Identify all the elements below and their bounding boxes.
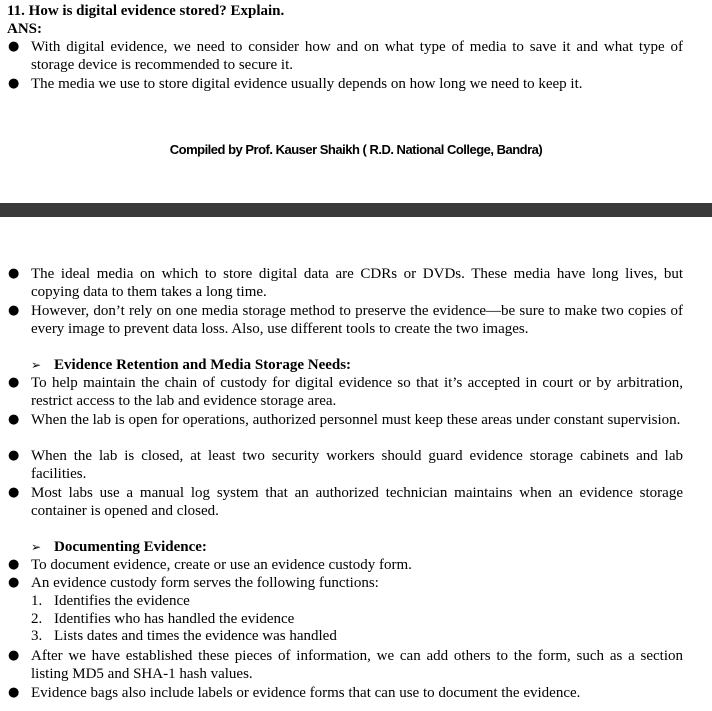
bullet-dot-icon: ●	[8, 448, 20, 463]
bullet-text: An evidence custody form serves the following functions:	[31, 575, 379, 591]
item-number: 1.	[31, 593, 43, 609]
item-text: Identifies the evidence	[54, 593, 190, 609]
bullet-text: When the lab is open for operations, authorized personnel must keep these areas under constant supervision.	[31, 412, 681, 428]
bullet-text: When the lab is closed, at least two security workers should guard evidence storage cabinets and lab facilities.	[31, 448, 683, 482]
bullet-dot-icon: ●	[8, 557, 20, 572]
arrowhead-icon: ➢	[31, 358, 42, 372]
bullet-dot-icon: ●	[8, 575, 20, 590]
item-text: Identifies who has handled the evidence	[54, 611, 295, 627]
bullet-text: The ideal media on which to store digital data are CDRs or DVDs. These media have long lives, but copying data to them takes a long time.	[31, 266, 683, 300]
bullet-dot-icon: ●	[8, 39, 20, 54]
bullet-text: With digital evidence, we need to consider how and on what type of media to save it and what type of storage device is recommended to secure it.	[31, 39, 683, 73]
compiled-by-footer: Compiled by Prof. Kauser Shaikh ( R.D. National College, Bandra)	[169, 142, 543, 157]
section-heading-documenting	[31, 538, 207, 556]
bullet-dot-icon: ●	[8, 485, 20, 500]
section-heading-retention	[31, 356, 351, 374]
item-text: Lists dates and times the evidence was handled	[54, 628, 337, 644]
bullet-dot-icon: ●	[8, 685, 20, 700]
page-separator	[0, 203, 712, 217]
bullet-text: The media we use to store digital evidence usually depends on how long we need to keep it.	[31, 76, 583, 92]
bullet-dot-icon: ●	[8, 412, 20, 427]
question-title: 11. How is digital evidence stored? Explain.	[7, 3, 285, 19]
bullet-text: However, don’t rely on one media storage method to preserve the evidence—be sure to make two copies of every image to prevent data loss. Also, use different tools to create the two images.	[31, 303, 683, 337]
bullet-text: To help maintain the chain of custody for digital evidence so that it’s accepted in court or by arbitration, restrict access to the lab and evidence storage area.	[31, 375, 683, 409]
bullet-dot-icon: ●	[8, 303, 20, 318]
bullet-dot-icon: ●	[8, 266, 20, 281]
bullet-dot-icon: ●	[8, 76, 20, 91]
answer-label: ANS:	[7, 21, 43, 37]
bullet-text: Evidence bags also include labels or evidence forms that can use to document the evidence.	[31, 685, 581, 701]
item-number: 2.	[31, 611, 43, 627]
section-heading-text: Evidence Retention and Media Storage Needs:	[54, 357, 352, 373]
bullet-text: After we have established these pieces of information, we can add others to the form, such as a section listing MD5 and SHA-1 hash values.	[31, 648, 683, 682]
item-number: 3.	[31, 628, 43, 644]
bullet-dot-icon: ●	[8, 648, 20, 663]
bullet-dot-icon: ●	[8, 375, 20, 390]
bullet-text: To document evidence, create or use an evidence custody form.	[31, 557, 412, 573]
bullet-text: Most labs use a manual log system that an authorized technician maintains when an evidence storage container is opened and closed.	[31, 485, 683, 519]
arrowhead-icon: ➢	[31, 540, 42, 554]
section-heading-text: Documenting Evidence:	[54, 539, 207, 555]
